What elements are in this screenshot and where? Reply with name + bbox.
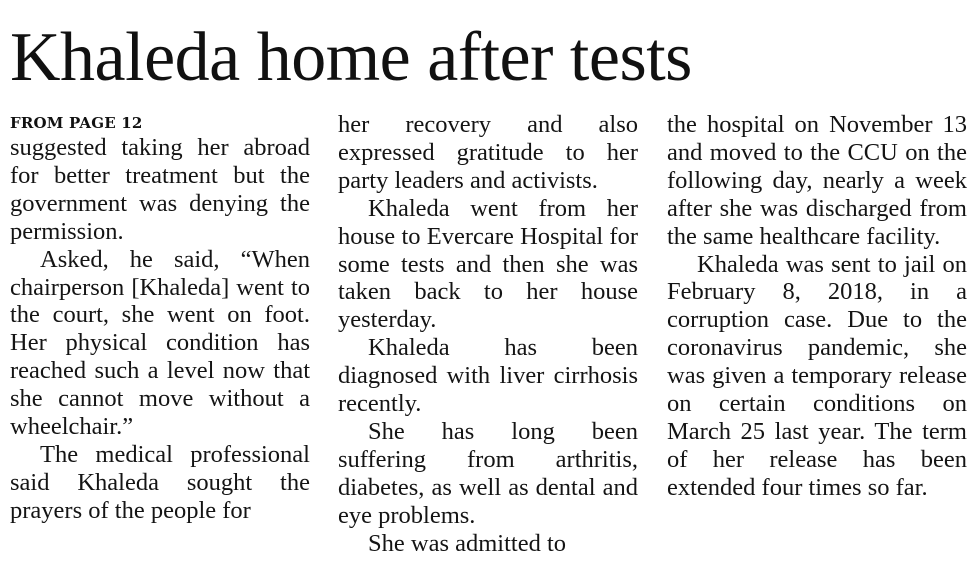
paragraph: She has long been suffering from arthritis, diabetes, as well as dental and eye problems.: [338, 417, 638, 529]
paragraph: her recovery and also expressed gratitude to her party leaders and activists.: [338, 111, 638, 194]
paragraph: the hospital on November 13 and moved to the CCU on the following day, nearly a week after she was discharged from the same healthcare facility.: [667, 111, 967, 250]
paragraph: Khaleda was sent to jail on February 8, 2018, in a corruption case. Due to the coronavirus pandemic, she was given a temporary release on certain conditions on March 25 last year. The term of her release has been extended four times so far.: [667, 250, 967, 501]
paragraph: Khaleda has been diagnosed with liver cirrhosis recently.: [338, 334, 638, 418]
paragraph: The medical professional said Khaleda sought the prayers of the people for: [10, 440, 310, 524]
paragraph: Khaleda went from her house to Evercare Hospital for some tests and then she was taken back to her house yesterday.: [338, 194, 638, 334]
article-column-2: [338, 111, 638, 558]
headline: Khaleda home after tests: [10, 19, 692, 96]
continued-from-label: FROM PAGE 12: [10, 114, 143, 132]
paragraph: suggested taking her abroad for better treatment but the government was denying the permission.: [10, 134, 310, 245]
paragraph: Asked, he said, “When chairperson [Khaleda] went to the court, she went on foot. Her physical condition has reached such a level now that she cannot move without a wheelchair.”: [10, 245, 310, 441]
article-column-3: [667, 111, 967, 502]
article-column-1: [10, 111, 310, 525]
paragraph: She was admitted to: [368, 529, 567, 557]
